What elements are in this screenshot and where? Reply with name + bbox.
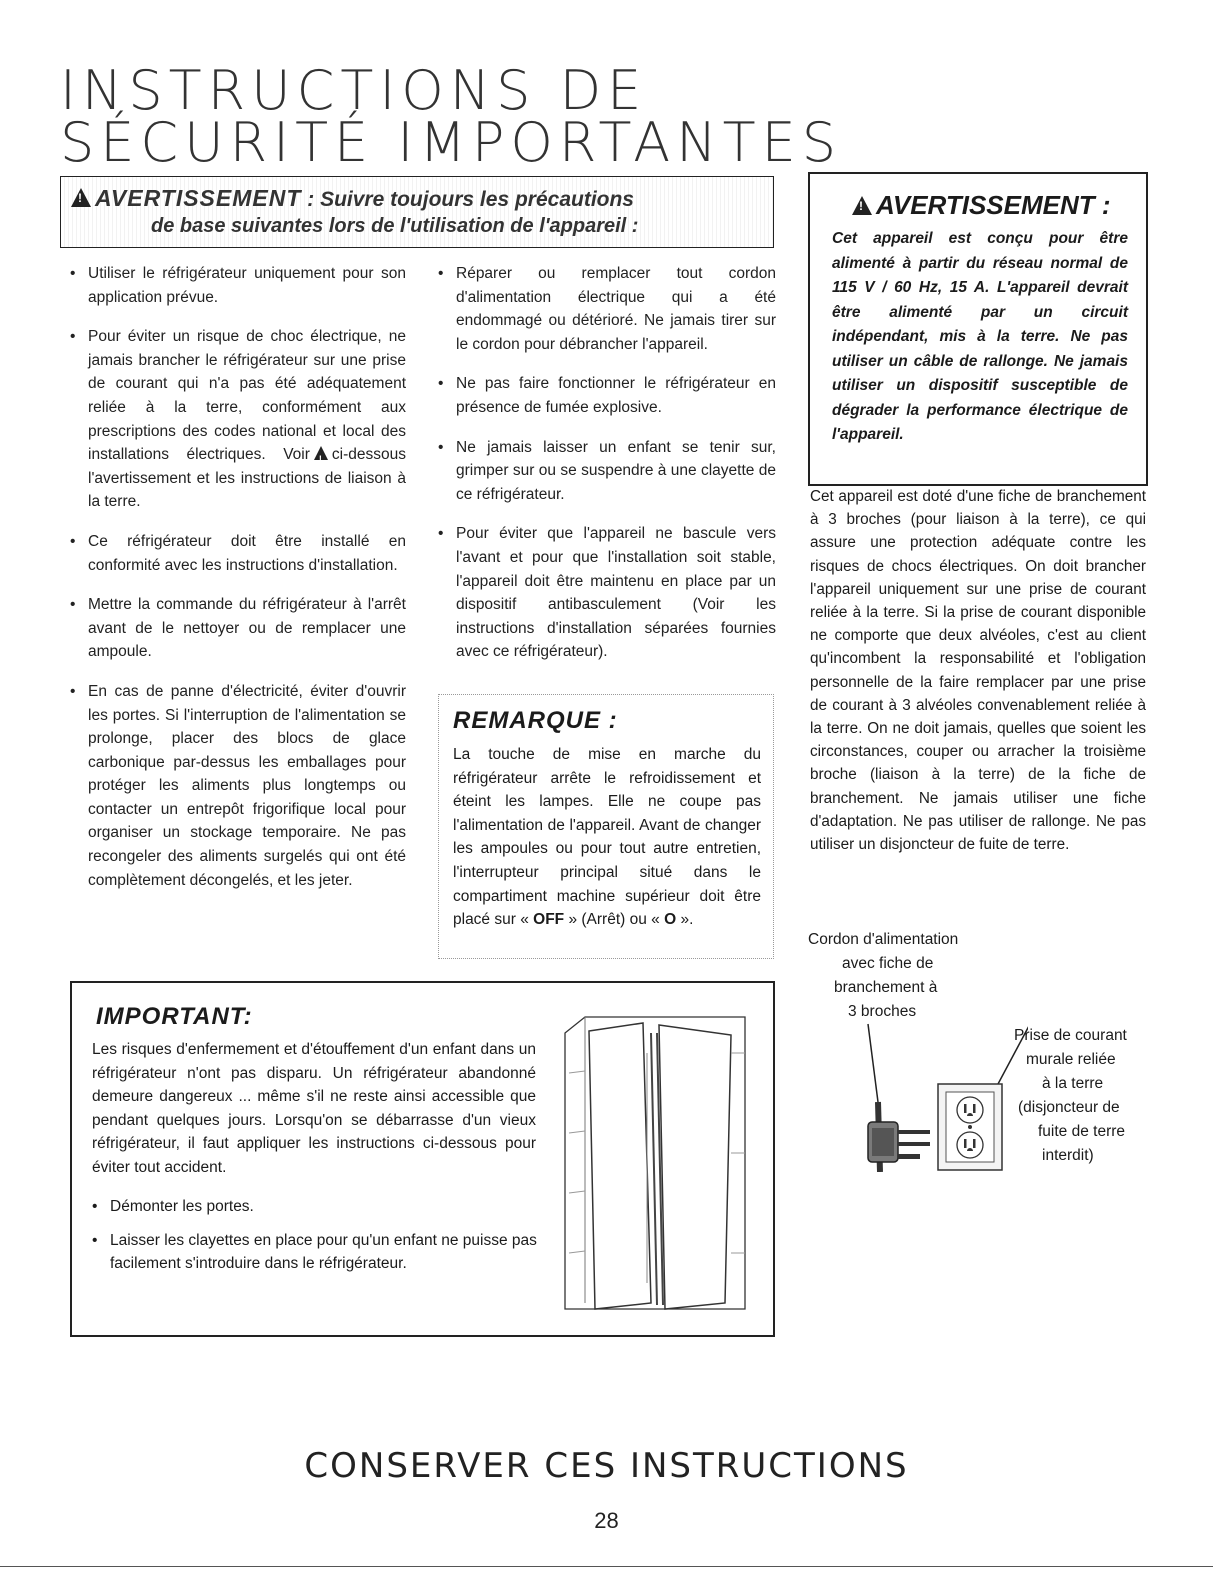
plug-and-outlet-illustration (858, 1022, 1028, 1172)
list-item: • Laisser les clayettes en place pour qu'un enfant ne puisse pas facilement s'introduire dans le réfrigérateur. (92, 1229, 552, 1276)
bottom-rule (0, 1566, 1213, 1567)
cord-caption-2: avec fiche de (842, 955, 934, 972)
list-item: • Utiliser le réfrigérateur uniquement pour son application prévue. (62, 262, 406, 309)
important-box (70, 981, 775, 1337)
cord-caption-1: Cordon d'alimentation (808, 931, 959, 948)
outlet-caption-4: (disjoncteur de (1018, 1099, 1120, 1116)
important-body: Les risques d'enfermement et d'étouffement d'un enfant dans un réfrigérateur n'ont pas disparu. Un réfrigérateur abandonné demeure dangereux ... même s'il ne reste ainsi accessible que pendant quelques jours. Lorsqu'on se débarrasse d'un vieux réfrigérateur, il faut appliquer les instructions ci-dessous pour éviter tout accident. (92, 1041, 536, 1176)
list-item: • En cas de panne d'électricité, éviter d'ouvrir les portes. Si l'interruption de l'alimentation se prolonge, placer des blocs de glace carbonique par-dessus les emballages pour protéger les aliments plus longtemps ou contacter un entrepôt frigorifique local pour organiser un stockage temporaire. Ne pas recongeler des aliments surgelés qui ont été complètement décongelés, et les jeter. (62, 680, 406, 892)
warning-banner-line-2: de base suivantes lors de l'utilisation de l'appareil : (151, 215, 639, 237)
list-item: • Réparer ou remplacer tout cordon d'alimentation électrique qui a été endommagé ou détérioré. Ne jamais tirer sur le cordon pour débrancher l'appareil. (430, 262, 776, 356)
warning-banner-label: AVERTISSEMENT (95, 185, 302, 211)
remarque-body: La touche de mise en marche du réfrigérateur arrête le refroidissement et éteint les lampes. Elle ne coupe pas l'alimentation de l'appareil. Avant de changer les ampoules ou pour tout autre entretien, l'interrupteur principal situé dans le compartiment machine supérieur doit être placé sur « OFF » (Arrêt) ou « O ». (453, 746, 761, 929)
warning-triangle-icon (314, 446, 328, 460)
list-item: • Pour éviter que l'appareil ne bascule vers l'avant et pour que l'installation soit stable, l'appareil doit être maintenu en place par un dispositif antibasculement (Voir les instructions d'installation séparées fournies avec ce réfrigérateur). (430, 522, 776, 664)
footer-title: CONSERVER CES INSTRUCTIONS (304, 1446, 909, 1486)
page-title-line-1: INSTRUCTIONS DE (60, 59, 648, 122)
warning-banner-line-1: : Suivre toujours les précautions (301, 188, 634, 211)
plug-figure (808, 928, 1148, 1178)
outlet-caption-2: murale reliée (1026, 1051, 1116, 1068)
warning-triangle-icon (71, 188, 91, 207)
warning-right-heading: AVERTISSEMENT : (876, 190, 1111, 220)
warning-right-body: Cet appareil est conçu pour être alimenté à partir du réseau normal de 115 V / 60 Hz, 15 A. L'appareil devrait être alimenté par un circuit indépendant, mis à la terre. Ne pas utiliser un câble de rallonge. Ne jamais utiliser un dispositif susceptible de dégrader la performance électrique de l'appareil. (832, 230, 1128, 443)
outlet-caption-5: fuite de terre (1038, 1123, 1126, 1140)
list-item: • Pour éviter un risque de choc électrique, ne jamais brancher le réfrigérateur sur une prise de courant qui n'a pas été adéquatement reliée à la terre, conformément aux prescriptions des codes national et local des installations électriques. Voir! ci-dessous l'avertissement et les instructions de liaison à la terre. (62, 325, 406, 514)
middle-column (430, 262, 776, 680)
warning-banner (60, 176, 774, 248)
left-column (62, 262, 406, 908)
warning-box-right (808, 172, 1148, 486)
remarque-heading: REMARQUE : (453, 707, 618, 734)
page-title-line-2: SÉCURITÉ IMPORTANTES (60, 111, 843, 174)
outlet-caption-6: interdit) (1042, 1147, 1094, 1164)
important-heading: IMPORTANT: (96, 1003, 253, 1030)
remarque-box (438, 694, 774, 959)
warning-triangle-icon (852, 196, 872, 215)
outlet-caption-3: à la terre (1042, 1075, 1104, 1092)
refrigerator-illustration (555, 1013, 755, 1313)
grounding-paragraph: Cet appareil est doté d'une fiche de branchement à 3 broches (pour liaison à la terre), ce qui assure une protection adéquate contre les risques de chocs électriques. On doit brancher l'appareil uniquement sur une prise de courant reliée à la terre. Si la prise de courant disponible ne comporte que deux alvéoles, c'est au client qu'incombent la responsabilité et l'obligation personnelle de la faire remplacer par une prise de courant à 3 alvéoles convenablement reliée à la terre. On ne doit jamais, quelles que soient les circonstances, couper ou arracher la troisième broche (liaison à la terre) de la fiche de branchement. Ne jamais utiliser une fiche d'adaptation. Ne pas utiliser de rallonge. Ne pas utiliser un disjoncteur de fuite de terre. (810, 488, 1146, 854)
list-item: • Ce réfrigérateur doit être installé en conformité avec les instructions d'installation. (62, 530, 406, 577)
page-number: 28 (594, 1508, 619, 1533)
cord-caption-4: 3 broches (848, 1003, 917, 1020)
list-item: • Mettre la commande du réfrigérateur à l'arrêt avant de le nettoyer ou de remplacer une ampoule. (62, 593, 406, 664)
outlet-caption-1: Prise de courant (1014, 1027, 1127, 1044)
list-item: • Démonter les portes. (92, 1195, 552, 1219)
list-item: • Ne pas faire fonctionner le réfrigérateur en présence de fumée explosive. (430, 372, 776, 419)
cord-caption-3: branchement à (834, 979, 938, 996)
list-item: • Ne jamais laisser un enfant se tenir sur, grimper sur ou se suspendre à une clayette de ce réfrigérateur. (430, 436, 776, 507)
